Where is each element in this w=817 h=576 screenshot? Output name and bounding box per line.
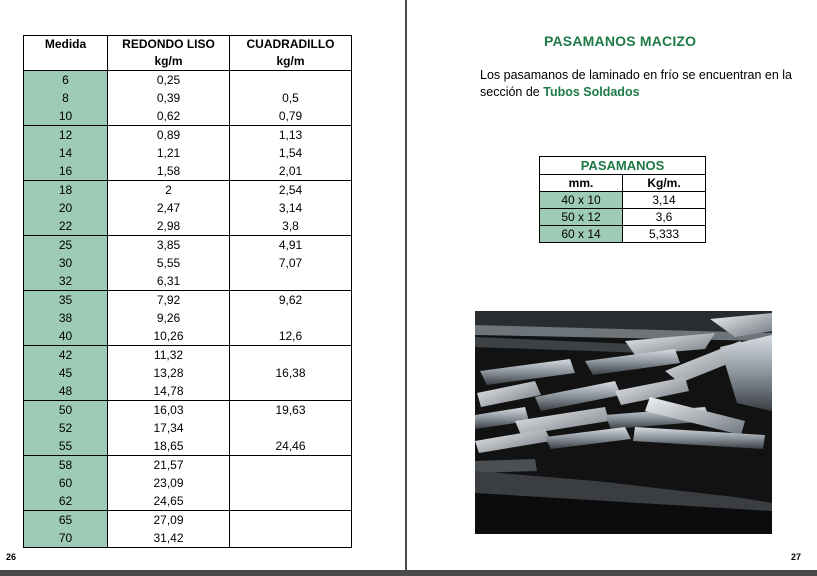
medida-cell-value: 12 [58,128,73,142]
cuadradillo-cell-value [230,492,351,510]
redondo-cell-value: 9,26 [156,311,181,325]
medida-cell-value: 70 [58,531,73,545]
medida-cell-value: 42 [58,348,73,362]
medida-cell-value: 20 [58,201,73,215]
cuadradillo-cell-value: 0,79 [278,109,303,123]
pasamanos-row [540,192,706,209]
medida-cell-value: 45 [58,366,73,380]
medida-cell-value: 18 [58,183,73,197]
medida-cell-value: 22 [58,219,73,233]
page-number-left: 26 [6,552,17,562]
cuadradillo-cell-value: 1,13 [278,128,303,142]
cuadradillo-cell-value: 7,07 [278,256,303,270]
medida-cell [24,511,108,548]
pasamanos-title: PASAMANOS [540,157,706,175]
redondo-cell-value: 2 [165,183,172,197]
medida-cell [24,456,108,511]
redondo-cell [108,181,230,236]
cuadradillo-cell-value: 16,38 [275,366,306,380]
table-row [24,346,352,401]
medida-cell-value: 14 [58,146,73,160]
redondo-cell-value: 1,21 [156,146,181,160]
redondo-cell-value: 3,85 [156,238,181,252]
pasamanos-col-kg: Kg/m. [623,175,706,192]
section-title: PASAMANOS MACIZO [544,33,697,49]
header-cuadradillo-unit: kg/m [276,54,305,68]
cuadradillo-cell [230,126,352,181]
header-cuadradillo: CUADRADILLO kg/m [230,36,352,71]
medida-cell-value: 10 [58,109,73,123]
table-row [24,511,352,548]
redondo-cell-value: 16,03 [153,403,184,417]
cuadradillo-cell-value: 1,54 [278,146,303,160]
redondo-cell-value: 27,09 [153,513,184,527]
cuadradillo-cell-value [230,474,351,492]
redondo-cell-value: 0,89 [156,128,181,142]
redondo-cell-value: 0,62 [156,109,181,123]
intro-text-body: Los pasamanos de laminado en frío se encuentran en la sección de [480,68,793,99]
pasamanos-table [539,156,706,243]
redondo-cell [108,291,230,346]
cuadradillo-cell [230,181,352,236]
pasamanos-mm-cell: 40 x 10 [540,192,623,209]
redondo-cell-value: 13,28 [153,366,184,380]
pasamanos-mm-cell: 50 x 12 [540,209,623,226]
weight-table-header [24,36,352,71]
cuadradillo-cell [230,401,352,456]
cuadradillo-cell-value [230,511,351,529]
intro-highlight: Tubos Soldados [543,85,640,99]
medida-cell-value: 65 [58,513,73,527]
medida-cell [24,181,108,236]
cuadradillo-cell [230,71,352,126]
cuadradillo-cell-value: 4,91 [278,238,303,252]
redondo-cell [108,511,230,548]
cuadradillo-cell-value: 12,6 [278,329,303,343]
redondo-cell-value: 0,25 [156,73,181,87]
redondo-cell-value: 21,57 [153,458,184,472]
medida-cell-value: 8 [62,91,69,105]
medida-cell [24,401,108,456]
medida-cell-value: 58 [58,458,73,472]
pasamanos-row [540,226,706,243]
medida-cell-value: 35 [58,293,73,307]
cuadradillo-cell-value [230,346,351,364]
medida-cell-value: 38 [58,311,73,325]
table-row [24,401,352,456]
table-row [24,456,352,511]
medida-cell-value: 60 [58,476,73,490]
cuadradillo-cell [230,511,352,548]
medida-cell [24,71,108,126]
table-group [24,511,352,548]
medida-cell [24,346,108,401]
cuadradillo-cell-value: 3,14 [278,201,303,215]
medida-cell [24,126,108,181]
redondo-cell-value: 24,65 [153,494,184,508]
medida-cell-value: 16 [58,164,73,178]
header-redondo-unit: kg/m [154,54,183,68]
medida-cell-value: 55 [58,439,73,453]
cuadradillo-cell-value [230,456,351,474]
redondo-cell-value: 17,34 [153,421,184,435]
table-row [24,71,352,126]
redondo-cell-value: 11,32 [153,348,184,362]
table-row [24,236,352,291]
header-redondo: REDONDO LISO kg/m [108,36,230,71]
cuadradillo-cell-value: 24,46 [275,439,306,453]
redondo-cell-value: 2,98 [156,219,181,233]
table-row [24,126,352,181]
cuadradillo-cell [230,346,352,401]
cuadradillo-cell [230,236,352,291]
cuadradillo-cell-value: 0,5 [282,91,299,105]
cuadradillo-cell-value [230,419,351,437]
redondo-cell-value: 31,42 [153,531,184,545]
steel-bars-photo [475,311,772,534]
redondo-cell [108,401,230,456]
cuadradillo-cell-value: 19,63 [275,403,306,417]
medida-cell-value: 62 [58,494,73,508]
redondo-cell [108,346,230,401]
table-group [24,401,352,456]
table-row [24,291,352,346]
medida-cell-value: 32 [58,274,73,288]
medida-cell-value: 6 [62,73,69,87]
cuadradillo-cell-value [230,272,351,290]
redondo-cell-value: 6,31 [156,274,181,288]
table-row [24,181,352,236]
cuadradillo-cell-value: 3,8 [282,219,299,233]
cuadradillo-cell [230,291,352,346]
page-number-right: 27 [790,552,801,562]
cuadradillo-cell-value [230,529,351,547]
medida-cell-value: 40 [58,329,73,343]
cuadradillo-cell-value: 2,54 [278,183,303,197]
header-medida: Medida [24,36,108,71]
pasamanos-col-mm: mm. [540,175,623,192]
medida-cell-value: 52 [58,421,73,435]
redondo-cell-value: 10,26 [153,329,184,343]
pasamanos-kg-cell: 3,6 [623,209,706,226]
table-group [24,126,352,181]
cuadradillo-cell-value: 2,01 [278,164,303,178]
cuadradillo-cell-value [230,309,351,327]
redondo-cell [108,71,230,126]
redondo-cell-value: 5,55 [156,256,181,270]
redondo-cell-value: 23,09 [153,476,184,490]
table-group [24,291,352,346]
redondo-cell-value: 0,39 [156,91,181,105]
medida-cell-value: 50 [58,403,73,417]
redondo-cell [108,126,230,181]
medida-cell-value: 25 [58,238,73,252]
medida-cell [24,291,108,346]
weight-table [23,35,352,548]
cuadradillo-cell [230,456,352,511]
medida-cell [24,236,108,291]
redondo-cell-value: 7,92 [156,293,181,307]
cuadradillo-cell-value: 9,62 [278,293,303,307]
redondo-cell-value: 18,65 [153,439,184,453]
medida-cell-value: 48 [58,384,73,398]
table-group [24,346,352,401]
table-group [24,181,352,236]
redondo-cell-value: 2,47 [156,201,181,215]
pasamanos-kg-cell: 5,333 [623,226,706,243]
redondo-cell [108,236,230,291]
pasamanos-row [540,209,706,226]
pasamanos-kg-cell: 3,14 [623,192,706,209]
redondo-cell [108,456,230,511]
table-group [24,236,352,291]
medida-cell-value: 30 [58,256,73,270]
intro-text [480,67,800,101]
redondo-cell-value: 14,78 [153,384,184,398]
table-group [24,71,352,126]
table-group [24,456,352,511]
redondo-cell-value: 1,58 [156,164,181,178]
pasamanos-mm-cell: 60 x 14 [540,226,623,243]
cuadradillo-cell-value [230,71,351,89]
cuadradillo-cell-value [230,382,351,400]
